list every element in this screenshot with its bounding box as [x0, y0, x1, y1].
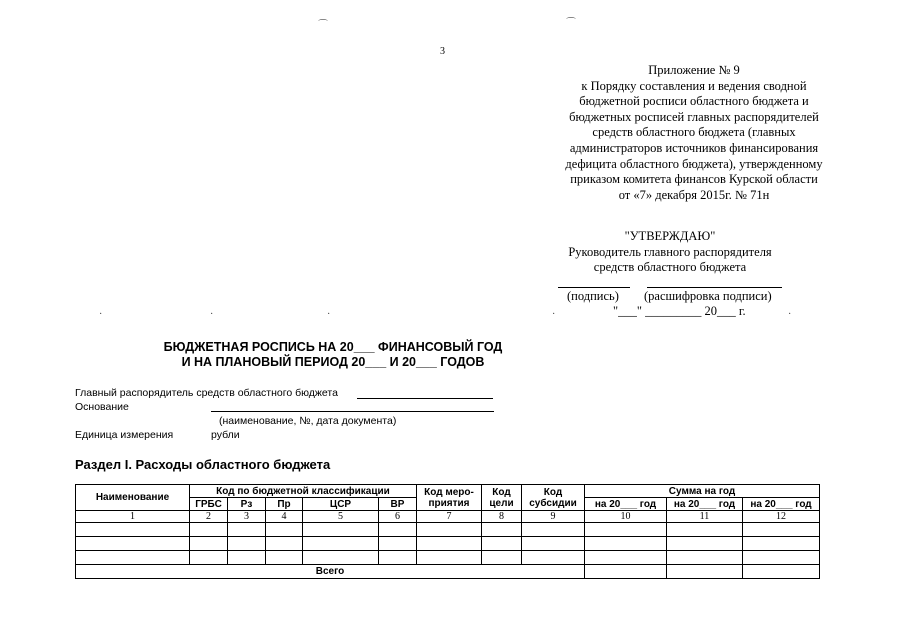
header-measure-line: Код меро- — [424, 486, 474, 498]
column-number: 12 — [743, 511, 820, 523]
table-cell[interactable] — [585, 523, 667, 537]
column-number: 6 — [379, 511, 417, 523]
basis-field[interactable] — [211, 411, 494, 412]
header-name: Наименование — [76, 485, 190, 511]
unit-value: рубли — [211, 429, 240, 441]
column-number: 2 — [190, 511, 228, 523]
table-cell[interactable] — [228, 523, 266, 537]
header-measure-line: приятия — [428, 497, 470, 509]
table-cell[interactable] — [379, 551, 417, 565]
table-cell[interactable] — [417, 537, 482, 551]
table-cell[interactable] — [667, 551, 743, 565]
appendix-line: средств областного бюджета (главных — [592, 125, 796, 140]
header-csr: ЦСР — [303, 498, 379, 511]
main-manager-field[interactable] — [357, 398, 493, 399]
approval-line-2: средств областного бюджета — [593, 260, 747, 275]
title-line-2: И НА ПЛАНОВЫЙ ПЕРИОД 20___ И 20___ ГОДОВ — [181, 355, 485, 369]
header-year-2: на 20___ год — [667, 498, 743, 511]
scan-mark: · — [210, 309, 214, 320]
signature-decryption-caption: (расшифровка подписи) — [644, 289, 772, 303]
appendix-line: Приложение № 9 — [648, 63, 740, 77]
table-cell[interactable] — [522, 537, 585, 551]
header-pr: Пр — [266, 498, 303, 511]
table-row — [76, 551, 820, 565]
appendix-line: бюджетной росписи областного бюджета и — [579, 94, 809, 109]
table-cell[interactable] — [76, 551, 190, 565]
table-cell[interactable] — [303, 551, 379, 565]
table-cell[interactable] — [228, 537, 266, 551]
table-cell[interactable] — [667, 537, 743, 551]
header-goal-line: Код — [492, 486, 511, 498]
table-cell[interactable] — [585, 551, 667, 565]
table-cell[interactable] — [417, 551, 482, 565]
column-number: 10 — [585, 511, 667, 523]
signature-decryption-line[interactable] — [647, 287, 782, 288]
section-title: Раздел I. Расходы областного бюджета — [75, 457, 331, 472]
total-year-3[interactable] — [743, 565, 820, 579]
appendix-line: дефицита областного бюджета), утвержденному — [565, 156, 823, 171]
header-classification: Код по бюджетной классификации — [190, 485, 417, 498]
table-cell[interactable] — [482, 523, 522, 537]
table-row — [76, 523, 820, 537]
basis-label: Основание — [75, 401, 129, 413]
table-cell[interactable] — [522, 523, 585, 537]
approval-line-1: Руководитель главного распорядителя — [568, 244, 772, 259]
table-cell[interactable] — [266, 551, 303, 565]
header-measure-code — [417, 485, 482, 511]
column-number: 11 — [667, 511, 743, 523]
table-cell[interactable] — [303, 523, 379, 537]
header-subsidy-line: субсидии — [529, 497, 577, 509]
header-subsidy-code — [522, 485, 585, 511]
approval-date: "___" _________ 20___ г. — [613, 304, 746, 318]
approval-title: "УТВЕРЖДАЮ" — [624, 229, 716, 243]
header-year-sum: Сумма на год — [585, 485, 820, 498]
scan-mark: · — [327, 309, 331, 320]
appendix-line: бюджетных росписей главных распорядителей — [569, 109, 819, 124]
header-goal-line: цели — [489, 497, 514, 509]
header-goal-code — [482, 485, 522, 511]
header-vr: ВР — [379, 498, 417, 511]
header-grbs: ГРБС — [190, 498, 228, 511]
main-manager-label: Главный распорядитель средств областного бюджета — [75, 387, 338, 399]
appendix-block — [540, 63, 848, 203]
table-cell[interactable] — [76, 523, 190, 537]
column-number: 4 — [266, 511, 303, 523]
column-number: 7 — [417, 511, 482, 523]
total-label: Всего — [76, 565, 585, 579]
scan-mark: · — [99, 309, 103, 320]
table-row — [76, 537, 820, 551]
table-cell[interactable] — [190, 537, 228, 551]
appendix-line: к Порядку составления и ведения сводной — [581, 78, 807, 93]
scan-mark: ⌒ — [318, 20, 328, 31]
table-cell[interactable] — [76, 537, 190, 551]
table-cell[interactable] — [522, 551, 585, 565]
header-rz: Рз — [228, 498, 266, 511]
table-cell[interactable] — [379, 537, 417, 551]
table-cell[interactable] — [303, 537, 379, 551]
signature-caption: (подпись) — [567, 289, 619, 303]
header-subsidy-line: Код — [543, 486, 563, 498]
approval-block — [550, 229, 790, 276]
table-cell[interactable] — [190, 523, 228, 537]
header-year-3: на 20___ год — [743, 498, 820, 511]
column-number: 9 — [522, 511, 585, 523]
table-cell[interactable] — [482, 551, 522, 565]
table-cell[interactable] — [743, 537, 820, 551]
unit-label: Единица измерения — [75, 429, 174, 441]
page-number: 3 — [440, 46, 445, 57]
column-number: 5 — [303, 511, 379, 523]
appendix-line: от «7» декабря 2015г. № 71н — [618, 187, 770, 202]
appendix-line: приказом комитета финансов Курской области — [570, 172, 818, 187]
table-cell[interactable] — [228, 551, 266, 565]
table-cell[interactable] — [482, 537, 522, 551]
total-year-1[interactable] — [585, 565, 667, 579]
table-cell[interactable] — [266, 537, 303, 551]
budget-table — [75, 484, 820, 579]
table-cell[interactable] — [379, 523, 417, 537]
table-cell[interactable] — [743, 523, 820, 537]
column-number: 1 — [76, 511, 190, 523]
table-cell[interactable] — [417, 523, 482, 537]
signature-line[interactable] — [558, 287, 630, 288]
table-cell[interactable] — [585, 537, 667, 551]
scan-mark: · — [788, 309, 792, 320]
table-cell[interactable] — [190, 551, 228, 565]
header-year-1: на 20___ год — [585, 498, 667, 511]
document-title — [150, 340, 516, 370]
title-line-1: БЮДЖЕТНАЯ РОСПИСЬ НА 20___ ФИНАНСОВЫЙ ГОД — [163, 340, 503, 354]
total-row — [76, 565, 820, 579]
scan-mark: · — [552, 309, 556, 320]
table-cell[interactable] — [266, 523, 303, 537]
scan-mark: ⌒ — [566, 18, 576, 29]
total-year-2[interactable] — [667, 565, 743, 579]
table-cell[interactable] — [667, 523, 743, 537]
basis-caption: (наименование, №, дата документа) — [219, 415, 397, 427]
column-number: 3 — [228, 511, 266, 523]
appendix-line: администраторов источников финансирования — [569, 140, 819, 155]
column-number: 8 — [482, 511, 522, 523]
table-cell[interactable] — [743, 551, 820, 565]
